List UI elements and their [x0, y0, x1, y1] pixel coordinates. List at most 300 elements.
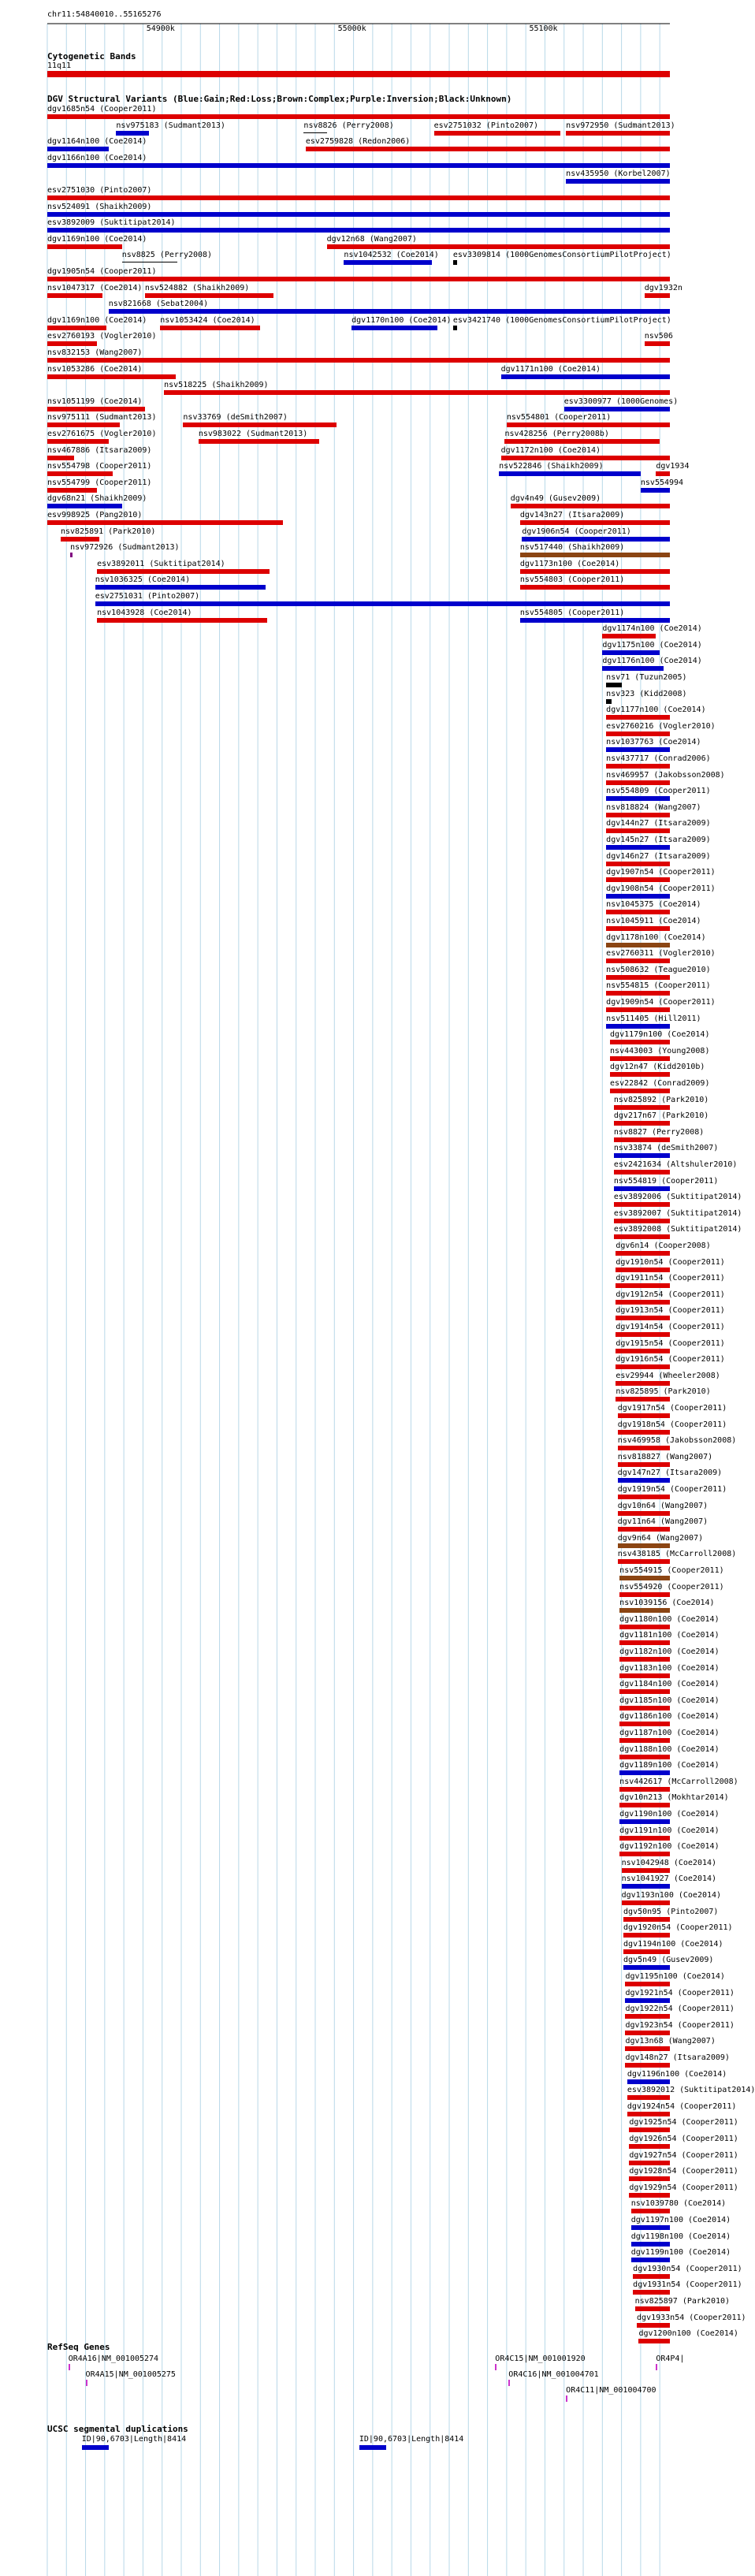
- dgv-feature-bar[interactable]: [520, 553, 670, 557]
- dgv-feature-bar[interactable]: [606, 828, 670, 833]
- dgv-feature-bar[interactable]: [606, 862, 670, 866]
- dgv-feature-bar[interactable]: [619, 1755, 670, 1759]
- dgv-feature-label: dgv1927n54 (Cooper2011): [629, 2150, 738, 2160]
- dgv-feature-bar[interactable]: [453, 326, 457, 330]
- dgv-feature-bar[interactable]: [622, 1884, 670, 1889]
- dgv-feature-bar[interactable]: [629, 2193, 670, 2198]
- dgv-feature-bar[interactable]: [618, 1559, 670, 1564]
- refseq-gene-label: OR4P4|: [656, 2355, 685, 2363]
- dgv-feature-label: dgv1194n100 (Coe2014): [623, 1939, 723, 1949]
- segdup-label: ID|90,6703|Length|8414: [359, 2435, 464, 2444]
- dgv-feature-label: esv3892008 (Suktitipat2014): [613, 1225, 742, 1234]
- dgv-feature-bar[interactable]: [606, 1007, 670, 1012]
- dgv-feature-bar[interactable]: [47, 293, 102, 298]
- dgv-feature-bar[interactable]: [606, 715, 670, 720]
- dgv-feature-bar[interactable]: [622, 1868, 670, 1873]
- dgv-feature-bar[interactable]: [641, 488, 670, 493]
- dgv-feature-bar[interactable]: [619, 1787, 670, 1792]
- dgv-feature-bar[interactable]: [635, 2306, 670, 2311]
- dgv-feature-bar[interactable]: [638, 2339, 670, 2343]
- dgv-feature-bar[interactable]: [616, 1381, 670, 1386]
- refseq-gene-label: OR4C15|NM_001001920: [495, 2355, 586, 2363]
- dgv-feature-label: nsv443003 (Young2008): [610, 1046, 710, 1055]
- dgv-feature-label: dgv1185n100 (Coe2014): [619, 1696, 720, 1705]
- dgv-feature-bar[interactable]: [618, 1430, 670, 1435]
- dgv-feature-label: nsv8827 (Perry2008): [613, 1127, 705, 1137]
- dgv-feature-bar[interactable]: [616, 1332, 670, 1337]
- dgv-feature-label: nsv554803 (Cooper2011): [519, 575, 625, 585]
- dgv-feature-bar[interactable]: [606, 877, 670, 882]
- dgv-feature-bar[interactable]: [616, 1251, 670, 1256]
- dgv-feature-bar[interactable]: [625, 2031, 670, 2035]
- dgv-feature-bar[interactable]: [616, 1364, 670, 1369]
- refseq-gene-label: OR4A15|NM_001005275: [85, 2370, 176, 2379]
- dgv-feature-bar[interactable]: [618, 1446, 670, 1450]
- dgv-feature-label: dgv50n95 (Pinto2007): [623, 1907, 719, 1916]
- dgv-feature-bar[interactable]: [564, 407, 670, 411]
- dgv-feature-label: nsv33874 (deSmith2007): [613, 1144, 719, 1153]
- dgv-feature-label: nsv33769 (deSmith2007): [183, 413, 288, 423]
- dgv-feature-label: nsv975111 (Sudmant2013): [47, 413, 157, 423]
- dgv-feature-bar[interactable]: [606, 813, 670, 817]
- dgv-feature-bar[interactable]: [610, 1072, 670, 1077]
- dgv-feature-bar[interactable]: [522, 537, 670, 542]
- refseq-track-title: RefSeq Genes: [47, 2342, 110, 2352]
- dgv-feature-bar[interactable]: [306, 147, 670, 151]
- dgv-feature-bar[interactable]: [627, 2079, 670, 2084]
- dgv-feature-label: nsv554799 (Cooper2011): [47, 478, 152, 487]
- dgv-feature-label: nsv1045375 (Coe2014): [606, 900, 701, 910]
- dgv-feature-bar[interactable]: [47, 488, 97, 493]
- dgv-feature-label: dgv1182n100 (Coe2014): [619, 1647, 720, 1656]
- dgv-feature-label: nsv554819 (Cooper2011): [613, 1176, 719, 1186]
- dgv-feature-bar[interactable]: [619, 1819, 670, 1824]
- dgv-feature-bar[interactable]: [616, 1349, 670, 1353]
- dgv-feature-bar[interactable]: [520, 520, 670, 525]
- dgv-feature-label: dgv1177n100 (Coe2014): [606, 705, 706, 715]
- dgv-feature-label: dgv1193n100 (Coe2014): [621, 1891, 722, 1900]
- dgv-feature-label: dgv217n67 (Park2010): [613, 1111, 709, 1121]
- dgv-feature-bar[interactable]: [619, 1576, 670, 1580]
- dgv-feature-bar[interactable]: [606, 731, 670, 736]
- dgv-feature-label: esv3300977 (1000Genomes): [563, 396, 679, 406]
- dgv-feature-bar[interactable]: [47, 228, 670, 233]
- dgv-feature-bar[interactable]: [47, 456, 74, 460]
- dgv-feature-label: dgv1921n54 (Cooper2011): [625, 1988, 735, 1997]
- dgv-feature-bar[interactable]: [160, 326, 259, 330]
- dgv-feature-bar[interactable]: [619, 1770, 670, 1775]
- dgv-feature-label: nsv1043928 (Coe2014): [97, 608, 192, 617]
- dgv-feature-label: dgv1907n54 (Cooper2011): [606, 868, 716, 877]
- dgv-feature-bar[interactable]: [566, 179, 670, 184]
- dgv-feature-bar[interactable]: [47, 163, 670, 168]
- dgv-feature-label: esv3892009 (Suktitipat2014): [47, 218, 176, 228]
- dgv-feature-bar[interactable]: [619, 1803, 670, 1807]
- dgv-feature-label: nsv554805 (Cooper2011): [519, 608, 625, 617]
- refseq-gene-mark[interactable]: [495, 2364, 497, 2370]
- dgv-feature-label: nsv1037763 (Coe2014): [606, 738, 701, 747]
- dgv-feature-label: nsv818827 (Wang2007): [617, 1452, 713, 1461]
- dgv-feature-bar[interactable]: [47, 147, 109, 151]
- dgv-feature-bar[interactable]: [47, 504, 122, 508]
- dgv-feature-bar[interactable]: [606, 796, 670, 801]
- cytoband-track-title: Cytogenetic Bands: [47, 51, 136, 61]
- dgv-feature-bar[interactable]: [47, 439, 109, 444]
- dgv-feature-bar[interactable]: [619, 1722, 670, 1726]
- dgv-feature-bar[interactable]: [629, 2127, 670, 2132]
- dgv-feature-bar[interactable]: [97, 618, 267, 623]
- dgv-feature-bar[interactable]: [629, 2176, 670, 2181]
- segdup-bar[interactable]: [82, 2445, 109, 2450]
- dgv-feature-label: nsv554920 (Cooper2011): [619, 1582, 724, 1591]
- refseq-gene-mark[interactable]: [508, 2380, 510, 2386]
- dgv-feature-bar[interactable]: [619, 1836, 670, 1841]
- dgv-feature-label: dgv1173n100 (Coe2014): [519, 559, 620, 568]
- dgv-feature-bar[interactable]: [95, 585, 266, 590]
- dgv-feature-label: dgv1923n54 (Cooper2011): [625, 2020, 735, 2030]
- dgv-feature-bar[interactable]: [614, 1219, 670, 1223]
- dgv-feature-label: nsv8825 (Perry2008): [121, 251, 213, 260]
- dgv-feature-bar[interactable]: [61, 537, 99, 542]
- dgv-feature-bar[interactable]: [618, 1527, 670, 1532]
- dgv-feature-bar[interactable]: [70, 553, 72, 557]
- dgv-feature-bar[interactable]: [47, 212, 670, 217]
- dgv-feature-bar[interactable]: [602, 650, 660, 655]
- dgv-feature-bar[interactable]: [47, 244, 122, 249]
- dgv-feature-label: dgv1164n100 (Coe2014): [47, 137, 147, 147]
- dgv-feature-bar[interactable]: [47, 277, 670, 281]
- dgv-feature-bar[interactable]: [627, 2112, 670, 2116]
- dgv-feature-label: esv2421634 (Altshuler2010): [613, 1160, 738, 1169]
- dgv-feature-label: nsv511405 (Hill2011): [606, 1014, 701, 1023]
- dgv-feature-label: dgv1171n100 (Coe2014): [500, 364, 601, 374]
- dgv-feature-bar[interactable]: [616, 1397, 670, 1402]
- dgv-feature-label: dgv1188n100 (Coe2014): [619, 1744, 720, 1754]
- dgv-feature-bar[interactable]: [629, 2161, 670, 2165]
- dgv-feature-bar[interactable]: [618, 1478, 670, 1483]
- dgv-feature-bar[interactable]: [606, 959, 670, 963]
- dgv-feature-bar[interactable]: [47, 326, 106, 330]
- dgv-feature-label: dgv1176n100 (Coe2014): [602, 657, 702, 666]
- dgv-feature-bar[interactable]: [656, 471, 670, 476]
- dgv-feature-bar[interactable]: [619, 1657, 670, 1662]
- dgv-feature-bar[interactable]: [610, 1056, 670, 1061]
- dgv-feature-bar[interactable]: [116, 131, 148, 136]
- dgv-feature-bar[interactable]: [618, 1462, 670, 1467]
- dgv-feature-bar[interactable]: [623, 1949, 670, 1954]
- dgv-feature-label: dgv1183n100 (Coe2014): [619, 1663, 720, 1673]
- dgv-feature-label: dgv1197n100 (Coe2014): [630, 2216, 731, 2224]
- dgv-feature-bar[interactable]: [164, 390, 670, 395]
- dgv-feature-label: dgv1934: [656, 462, 690, 471]
- dgv-feature-bar[interactable]: [625, 2046, 670, 2051]
- dgv-feature-bar[interactable]: [629, 2144, 670, 2149]
- dgv-feature-label: nsv1042532 (Coe2014): [344, 251, 439, 260]
- dgv-feature-label: dgv1191n100 (Coe2014): [619, 1826, 720, 1835]
- dgv-feature-bar[interactable]: [633, 2274, 670, 2279]
- dgv-feature-label: nsv518225 (Shaikh2009): [164, 381, 269, 390]
- dgv-feature-label: nsv554994: [640, 478, 684, 487]
- dgv-feature-label: dgv11n64 (Wang2007): [617, 1517, 709, 1527]
- dgv-feature-bar[interactable]: [499, 471, 641, 476]
- dgv-feature-bar[interactable]: [109, 309, 670, 314]
- dgv-feature-bar[interactable]: [627, 2095, 670, 2100]
- segdup-bar[interactable]: [359, 2445, 386, 2450]
- dgv-feature-bar[interactable]: [619, 1689, 670, 1694]
- dgv-feature-bar[interactable]: [619, 1852, 670, 1856]
- dgv-feature-bar[interactable]: [511, 504, 670, 508]
- dgv-feature-label: dgv1919n54 (Cooper2011): [617, 1485, 727, 1494]
- dgv-feature-label: dgv12n47 (Kidd2010b): [610, 1063, 705, 1072]
- dgv-feature-label: dgv1912n54 (Cooper2011): [616, 1290, 725, 1299]
- dgv-feature-bar[interactable]: [614, 1202, 670, 1207]
- dgv-feature-bar[interactable]: [619, 1738, 670, 1743]
- ruler-tick-label: 54900k: [146, 24, 175, 33]
- dgv-feature-label: dgv1184n100 (Coe2014): [619, 1680, 720, 1689]
- dgv-feature-label: nsv818824 (Wang2007): [606, 802, 701, 812]
- dgv-feature-bar[interactable]: [47, 471, 113, 476]
- dgv-feature-bar[interactable]: [606, 894, 670, 899]
- refseq-gene-mark[interactable]: [86, 2380, 87, 2386]
- cytoband-bar[interactable]: [47, 71, 670, 77]
- dgv-feature-bar[interactable]: [622, 1900, 670, 1905]
- dgv-feature-label: dgv1905n54 (Cooper2011): [47, 267, 157, 276]
- dgv-feature-bar[interactable]: [95, 601, 670, 606]
- dgv-feature-bar[interactable]: [566, 131, 670, 136]
- dgv-feature-bar[interactable]: [616, 1283, 670, 1288]
- dgv-feature-bar[interactable]: [504, 439, 660, 444]
- dgv-feature-bar[interactable]: [434, 131, 560, 136]
- dgv-feature-label: nsv1039780 (Coe2014): [630, 2199, 727, 2209]
- dgv-feature-bar[interactable]: [606, 683, 621, 687]
- dgv-feature-bar[interactable]: [633, 2290, 670, 2295]
- dgv-feature-bar[interactable]: [637, 2323, 670, 2328]
- dgv-feature-bar[interactable]: [625, 1998, 670, 2003]
- dgv-feature-bar[interactable]: [614, 1105, 670, 1110]
- dgv-feature-label: dgv13n68 (Wang2007): [625, 2037, 716, 2046]
- dgv-feature-bar[interactable]: [619, 1625, 670, 1629]
- dgv-feature-label: nsv1053286 (Coe2014): [47, 364, 143, 374]
- dgv-feature-bar[interactable]: [616, 1268, 670, 1272]
- refseq-gene-label: OR4C11|NM_001004700: [566, 2386, 656, 2395]
- dgv-feature-label: nsv821668 (Sebat2004): [108, 300, 209, 309]
- dgv-feature-label: nsv1053424 (Coe2014): [160, 315, 255, 325]
- locus-label: chr11:54840010..55165276: [47, 10, 162, 19]
- dgv-feature-label: nsv508632 (Teague2010): [606, 965, 711, 974]
- dgv-feature-bar[interactable]: [606, 845, 670, 850]
- dgv-feature-bar[interactable]: [606, 910, 670, 914]
- dgv-feature-label: dgv1916n54 (Cooper2011): [616, 1355, 725, 1364]
- dgv-feature-bar[interactable]: [351, 326, 437, 330]
- dgv-feature-bar[interactable]: [606, 975, 670, 980]
- dgv-feature-label: dgv1920n54 (Cooper2011): [623, 1923, 733, 1933]
- dgv-feature-label: nsv71 (Tuzun2005): [606, 673, 687, 682]
- dgv-feature-label: esv2751030 (Pinto2007): [47, 186, 152, 195]
- dgv-feature-bar[interactable]: [606, 1024, 670, 1029]
- dgv-feature-bar[interactable]: [645, 341, 670, 346]
- dgv-feature-label: nsv437717 (Conrad2006): [606, 754, 711, 763]
- dgv-feature-bar[interactable]: [619, 1640, 670, 1645]
- dgv-feature-label: nsv825891 (Park2010): [60, 527, 156, 536]
- dgv-feature-bar[interactable]: [507, 423, 670, 427]
- dgv-feature-label: esv3309814 (1000GenomesConsortiumPilotProject): [452, 251, 671, 260]
- dgv-feature-label: nsv506: [644, 332, 673, 341]
- dgv-feature-bar[interactable]: [631, 2225, 670, 2230]
- dgv-feature-bar[interactable]: [47, 341, 97, 346]
- dgv-feature-label: dgv144n27 (Itsara2009): [606, 819, 711, 828]
- dgv-feature-bar[interactable]: [614, 1170, 670, 1174]
- dgv-feature-label: dgv12n68 (Wang2007): [326, 234, 417, 244]
- dgv-feature-label: dgv10n213 (Mokhtar2014): [619, 1793, 729, 1803]
- dgv-feature-label: nsv825897 (Park2010): [634, 2297, 731, 2306]
- dgv-feature-bar[interactable]: [520, 618, 670, 623]
- ruler-tick-label: 55100k: [529, 24, 558, 33]
- dgv-feature-bar[interactable]: [327, 244, 670, 249]
- dgv-feature-bar[interactable]: [501, 374, 670, 379]
- dgv-feature-bar[interactable]: [614, 1153, 670, 1158]
- dgv-feature-label: esv3892011 (Suktitipat2014): [97, 559, 225, 568]
- dgv-feature-bar[interactable]: [623, 1917, 670, 1922]
- dgv-feature-bar[interactable]: [625, 1982, 670, 1986]
- dgv-feature-bar[interactable]: [47, 423, 120, 427]
- dgv-feature-bar[interactable]: [606, 991, 670, 996]
- dgv-feature-label: dgv1199n100 (Coe2014): [630, 2248, 731, 2258]
- dgv-feature-bar[interactable]: [97, 569, 270, 574]
- dgv-feature-bar[interactable]: [631, 2258, 670, 2262]
- dgv-feature-bar[interactable]: [602, 666, 664, 671]
- dgv-feature-bar[interactable]: [619, 1592, 670, 1597]
- dgv-feature-label: dgv1189n100 (Coe2014): [619, 1761, 720, 1770]
- dgv-feature-bar[interactable]: [625, 2063, 670, 2068]
- dgv-feature-bar[interactable]: [199, 439, 319, 444]
- dgv-feature-label: nsv975183 (Sudmant2013): [116, 121, 225, 130]
- dgv-feature-bar[interactable]: [520, 585, 670, 590]
- dgv-feature-bar[interactable]: [453, 260, 457, 265]
- dgv-feature-bar[interactable]: [606, 764, 670, 769]
- dgv-feature-bar[interactable]: [606, 747, 670, 752]
- dgv-feature-bar[interactable]: [616, 1300, 670, 1305]
- dgv-feature-bar[interactable]: [618, 1495, 670, 1499]
- dgv-feature-bar[interactable]: [614, 1137, 670, 1142]
- dgv-feature-label: dgv1190n100 (Coe2014): [619, 1810, 720, 1818]
- dgv-feature-bar[interactable]: [602, 634, 656, 638]
- dgv-feature-bar[interactable]: [623, 1933, 670, 1938]
- dgv-feature-label: dgv1931n54 (Cooper2011): [633, 2280, 742, 2290]
- dgv-feature-label: nsv825892 (Park2010): [613, 1095, 709, 1104]
- dgv-feature-bar[interactable]: [616, 1316, 670, 1320]
- dgv-feature-label: dgv1911n54 (Cooper2011): [616, 1274, 725, 1283]
- dgv-feature-label: esv2761675 (Vogler2010): [47, 430, 157, 438]
- dgv-feature-label: dgv145n27 (Itsara2009): [606, 836, 711, 844]
- dgv-feature-label: nsv467886 (Itsara2009): [47, 445, 152, 455]
- dgv-feature-label: dgv1196n100 (Coe2014): [627, 2069, 727, 2079]
- dgv-feature-bar[interactable]: [47, 195, 670, 200]
- dgv-feature-label: dgv147n27 (Itsara2009): [617, 1469, 723, 1478]
- dgv-feature-bar[interactable]: [623, 1965, 670, 1970]
- dgv-feature-bar[interactable]: [610, 1089, 670, 1093]
- dgv-feature-bar[interactable]: [501, 456, 670, 460]
- dgv-feature-label: esv998925 (Pang2010): [47, 511, 143, 519]
- cytoband-label: 11q11: [47, 61, 72, 70]
- dgv-feature-label: dgv148n27 (Itsara2009): [625, 2053, 730, 2062]
- dgv-feature-label: dgv1192n100 (Coe2014): [619, 1842, 720, 1852]
- dgv-feature-bar[interactable]: [614, 1121, 670, 1126]
- dgv-feature-label: nsv554798 (Cooper2011): [47, 462, 152, 471]
- dgv-feature-bar[interactable]: [520, 569, 670, 574]
- dgv-feature-label: nsv1042948 (Coe2014): [621, 1858, 717, 1867]
- dgv-feature-label: dgv1910n54 (Cooper2011): [616, 1257, 725, 1267]
- dgv-feature-label: dgv1187n100 (Coe2014): [619, 1729, 720, 1737]
- refseq-gene-mark[interactable]: [69, 2364, 70, 2370]
- dgv-feature-bar[interactable]: [618, 1511, 670, 1516]
- dgv-feature-bar[interactable]: [47, 407, 145, 411]
- dgv-feature-bar[interactable]: [631, 2242, 670, 2247]
- dgv-feature-bar[interactable]: [631, 2209, 670, 2213]
- dgv-feature-bar[interactable]: [619, 1608, 670, 1613]
- dgv-feature-label: nsv554801 (Cooper2011): [506, 413, 612, 423]
- dgv-feature-label: nsv435950 (Korbel2007): [566, 169, 671, 179]
- dgv-feature-bar[interactable]: [606, 943, 670, 947]
- dgv-feature-bar[interactable]: [625, 2014, 670, 2019]
- dgv-feature-label: nsv972950 (Sudmant2013): [566, 121, 675, 130]
- dgv-feature-label: nsv442617 (McCarroll2008): [619, 1777, 738, 1786]
- dgv-feature-bar[interactable]: [145, 293, 273, 298]
- refseq-gene-mark[interactable]: [566, 2395, 567, 2402]
- dgv-feature-bar[interactable]: [619, 1673, 670, 1678]
- dgv-feature-bar[interactable]: [618, 1543, 670, 1548]
- dgv-feature-bar[interactable]: [618, 1413, 670, 1418]
- dgv-feature-bar[interactable]: [610, 1040, 670, 1044]
- dgv-feature-label: esv3421740 (1000GenomesConsortiumPilotProject): [452, 315, 671, 325]
- dgv-feature-bar[interactable]: [47, 358, 670, 363]
- dgv-feature-label: dgv1918n54 (Cooper2011): [617, 1420, 727, 1429]
- dgv-feature-bar[interactable]: [183, 423, 336, 427]
- refseq-gene-mark[interactable]: [656, 2364, 657, 2370]
- dgv-feature-bar[interactable]: [303, 132, 326, 133]
- dgv-feature-label: esv2760193 (Vogler2010): [47, 332, 157, 341]
- dgv-feature-bar[interactable]: [614, 1234, 670, 1239]
- dgv-feature-bar[interactable]: [614, 1186, 670, 1191]
- dgv-feature-bar[interactable]: [606, 926, 670, 931]
- dgv-feature-label: nsv1051199 (Coe2014): [47, 396, 143, 406]
- dgv-feature-bar[interactable]: [47, 114, 670, 119]
- ruler-tick-label: 55000k: [337, 24, 366, 33]
- dgv-feature-label: dgv1930n54 (Cooper2011): [633, 2264, 742, 2273]
- dgv-feature-bar[interactable]: [619, 1706, 670, 1711]
- dgv-feature-label: dgv1932n: [644, 283, 682, 292]
- dgv-feature-bar[interactable]: [47, 520, 283, 525]
- dgv-feature-label: dgv1166n100 (Coe2014): [47, 153, 147, 162]
- dgv-feature-label: dgv6n14 (Cooper2008): [616, 1241, 711, 1250]
- dgv-track-title: DGV Structural Variants (Blue:Gain;Red:Loss;Brown:Complex;Purple:Inversion;Black:Unknown): [47, 94, 512, 104]
- dgv-feature-label: dgv1928n54 (Cooper2011): [629, 2167, 738, 2176]
- dgv-feature-label: dgv1178n100 (Coe2014): [606, 932, 706, 942]
- dgv-feature-bar[interactable]: [645, 293, 670, 298]
- dgv-feature-label: nsv323 (Kidd2008): [606, 689, 687, 698]
- dgv-feature-label: nsv972926 (Sudmant2013): [70, 543, 180, 553]
- dgv-feature-label: esv22842 (Conrad2009): [610, 1079, 710, 1088]
- dgv-feature-label: nsv983022 (Sudmant2013): [198, 430, 308, 438]
- dgv-feature-bar[interactable]: [606, 699, 612, 704]
- dgv-feature-label: dgv1915n54 (Cooper2011): [616, 1338, 725, 1348]
- dgv-feature-label: nsv832153 (Wang2007): [47, 348, 143, 357]
- dgv-feature-bar[interactable]: [344, 260, 432, 265]
- dgv-feature-label: dgv146n27 (Itsara2009): [606, 851, 711, 861]
- dgv-feature-bar[interactable]: [606, 780, 670, 785]
- dgv-feature-label: dgv1929n54 (Cooper2011): [629, 2183, 738, 2192]
- dgv-feature-label: dgv143n27 (Itsara2009): [519, 511, 625, 519]
- dgv-feature-bar[interactable]: [47, 374, 176, 379]
